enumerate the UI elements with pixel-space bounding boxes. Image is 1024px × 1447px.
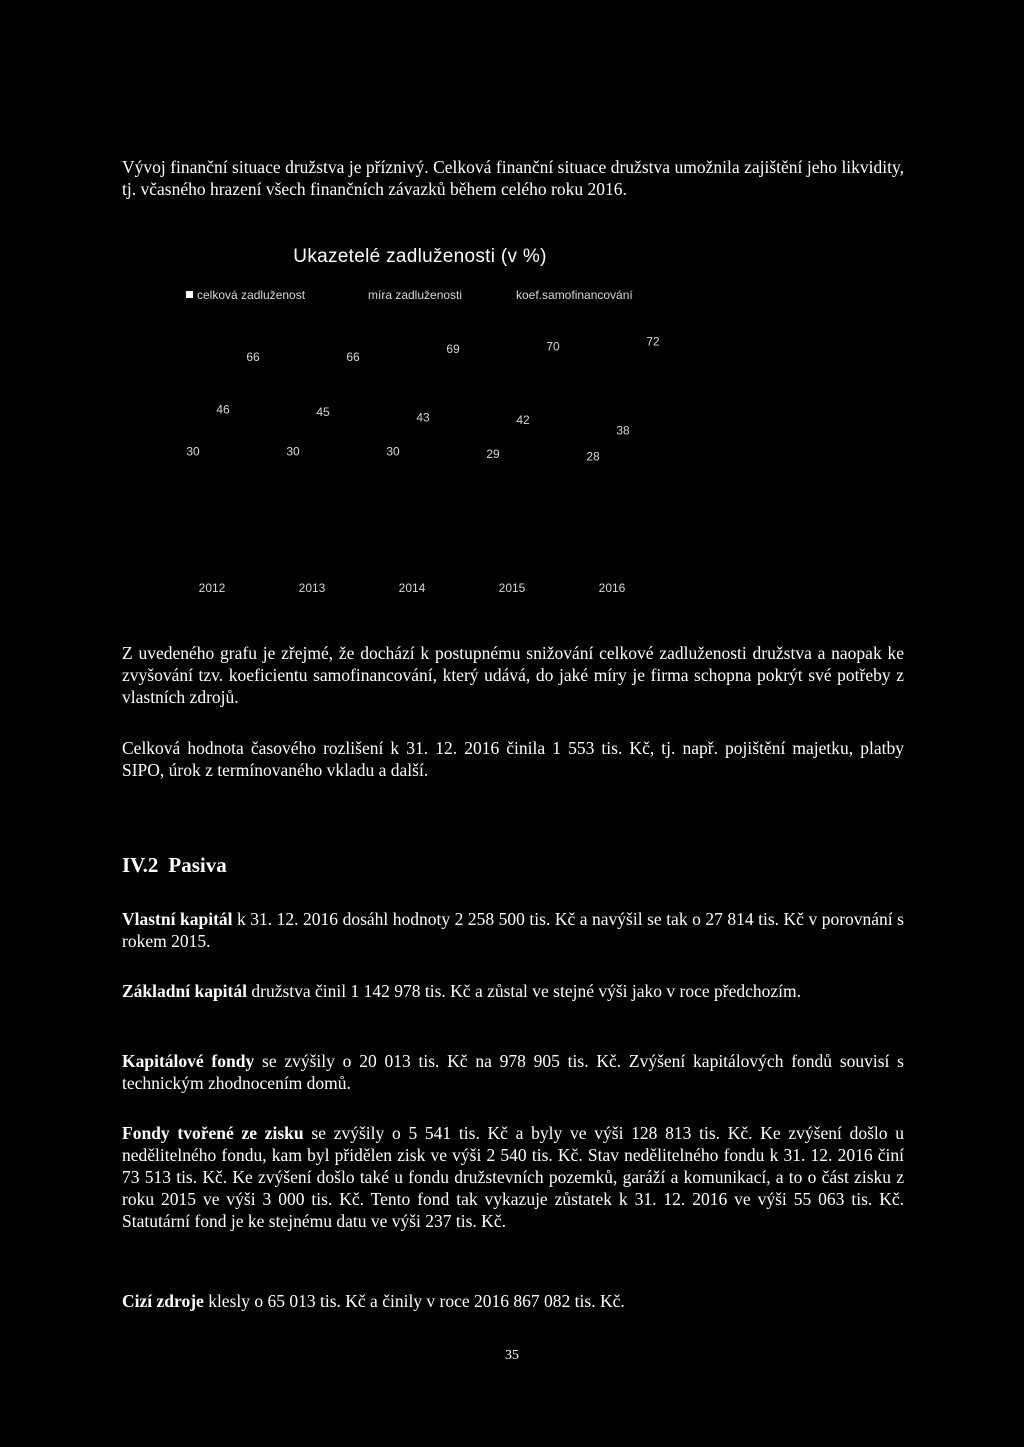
bar-2012-series-0 xyxy=(182,461,204,540)
bar-2015-series-2 xyxy=(542,357,564,540)
bar-2016-series-2 xyxy=(642,351,664,540)
capital-paragraph xyxy=(122,980,904,1002)
liabilities-paragraph xyxy=(122,1290,904,1312)
data-label-2012-series-0: 30 xyxy=(186,444,200,459)
section-number: IV.2 xyxy=(122,853,159,877)
x-tick-label-2014: 2014 xyxy=(398,581,426,595)
equity-text: k 31. 12. 2016 dosáhl hodnoty 2 258 500 tis. Kč a navýšil se tak o 27 814 tis. Kč v porovnání s rokem 2015. xyxy=(122,909,904,951)
funds-paragraph xyxy=(122,1050,904,1094)
profit-funds-label: Fondy tvořené ze zisku xyxy=(122,1123,304,1143)
data-label-2016-series-2: 72 xyxy=(646,334,660,349)
legend-item-self-financing xyxy=(516,288,633,302)
data-label-2013-series-0: 30 xyxy=(286,444,300,459)
page-number: 35 xyxy=(505,1348,519,1363)
data-label-2013-series-1: 45 xyxy=(316,405,330,420)
legend-swatch-icon xyxy=(186,291,193,298)
data-label-2016-series-1: 38 xyxy=(616,423,630,438)
data-label-2014-series-2: 69 xyxy=(446,342,460,357)
chart-commentary-paragraph: Z uvedeného grafu je zřejmé, že dochází k postupnému snižování celkové zadluženosti družstva a naopak ke zvyšování tzv. koeficientu samofinancování, který udává, do jaké míry je firma schopna pokrýt své potřeby z vlastních zdrojů. xyxy=(122,643,904,707)
capital-label: Základní kapitál xyxy=(122,981,247,1001)
section-heading xyxy=(122,853,227,878)
debt-indicators-chart xyxy=(0,330,1024,620)
legend-label: míra zadluženosti xyxy=(368,288,463,302)
capital-text: družstva činil 1 142 978 tis. Kč a zůstal ve stejné výši jako v roce předchozím. xyxy=(247,981,802,1001)
equity-paragraph xyxy=(122,908,904,952)
x-tick-label-2016: 2016 xyxy=(598,581,626,595)
bar-2015-series-0 xyxy=(482,464,504,540)
x-tick-label-2015: 2015 xyxy=(498,581,526,595)
funds-label: Kapitálové fondy xyxy=(122,1051,255,1071)
profit-funds-text: se zvýšily o 5 541 tis. Kč a byly ve výši 128 813 tis. Kč. Ke zvýšení došlo u nedělitelného fondu, kam byl přidělen zisk ve výši 2 540 tis. Kč. Stav nedělitelného fondu k 31. 12. 2016 činí 73 513 tis. Kč. Ke zvýšení došlo také u fondu družstevních pozemků, garáží a komunikací, a to o část zisku z roku 2015 ve výši 3 000 tis. Kč. Tento fond tak vykazuje zůstatek k 31. 12. 2016 ve výši 55 063 tis. Kč. Statutární fond je ke stejnému datu ve výši 237 tis. Kč. xyxy=(122,1123,904,1231)
equity-label: Vlastní kapitál xyxy=(122,909,233,929)
bar-2016-series-1 xyxy=(612,440,634,540)
section-title: Pasiva xyxy=(168,853,227,877)
data-label-2013-series-2: 66 xyxy=(346,350,360,365)
x-tick-label-2012: 2012 xyxy=(198,581,226,595)
bar-2014-series-0 xyxy=(382,461,404,540)
intro-paragraph: Vývoj finanční situace družstva je příznivý. Celková finanční situace družstva umožnila zajištění jeho likvidity, tj. včasného hrazení všech finančních závazků během celého roku 2016. xyxy=(122,157,904,199)
x-tick-label-2013: 2013 xyxy=(298,581,326,595)
profit-funds-paragraph xyxy=(122,1122,904,1232)
bar-2013-series-2 xyxy=(342,367,364,540)
bar-2016-series-0 xyxy=(582,467,604,540)
bar-2015-series-1 xyxy=(512,430,534,540)
liabilities-text: klesly o 65 013 tis. Kč a činily v roce 2016 867 082 tis. Kč. xyxy=(203,1291,625,1311)
legend-item-total-debt xyxy=(186,288,305,302)
data-label-2016-series-0: 28 xyxy=(586,449,600,464)
bar-2012-series-1 xyxy=(212,419,234,540)
funds-text: se zvýšily o 20 013 tis. Kč na 978 905 tis. Kč. Zvýšení kapitálových fondů souvisí s technickým zhodnocením domů. xyxy=(122,1051,904,1093)
legend-label: koef.samofinancování xyxy=(516,288,633,302)
data-label-2014-series-0: 30 xyxy=(386,444,400,459)
accruals-paragraph: Celková hodnota časového rozlišení k 31. 12. 2016 činila 1 553 tis. Kč, tj. např. pojištění majetku, platby SIPO, úrok z termínovaného vkladu a další. xyxy=(122,738,904,780)
legend-item-debt-ratio xyxy=(368,288,462,302)
legend-label: celková zadluženost xyxy=(197,288,306,302)
data-label-2012-series-1: 46 xyxy=(216,402,230,417)
chart-legend xyxy=(0,288,1024,306)
bar-2013-series-1 xyxy=(312,422,334,540)
data-label-2012-series-2: 66 xyxy=(246,350,260,365)
data-label-2015-series-2: 70 xyxy=(546,339,560,354)
bar-2014-series-2 xyxy=(442,359,464,540)
liabilities-label: Cizí zdroje xyxy=(122,1291,204,1311)
chart-title: Ukazetelé zadluženosti (v %) xyxy=(293,246,547,267)
bar-2012-series-2 xyxy=(242,367,264,540)
data-label-2015-series-0: 29 xyxy=(486,447,500,462)
bar-2013-series-0 xyxy=(282,461,304,540)
data-label-2015-series-1: 42 xyxy=(516,412,530,427)
bar-2014-series-1 xyxy=(412,427,434,540)
data-label-2014-series-1: 43 xyxy=(416,410,430,425)
